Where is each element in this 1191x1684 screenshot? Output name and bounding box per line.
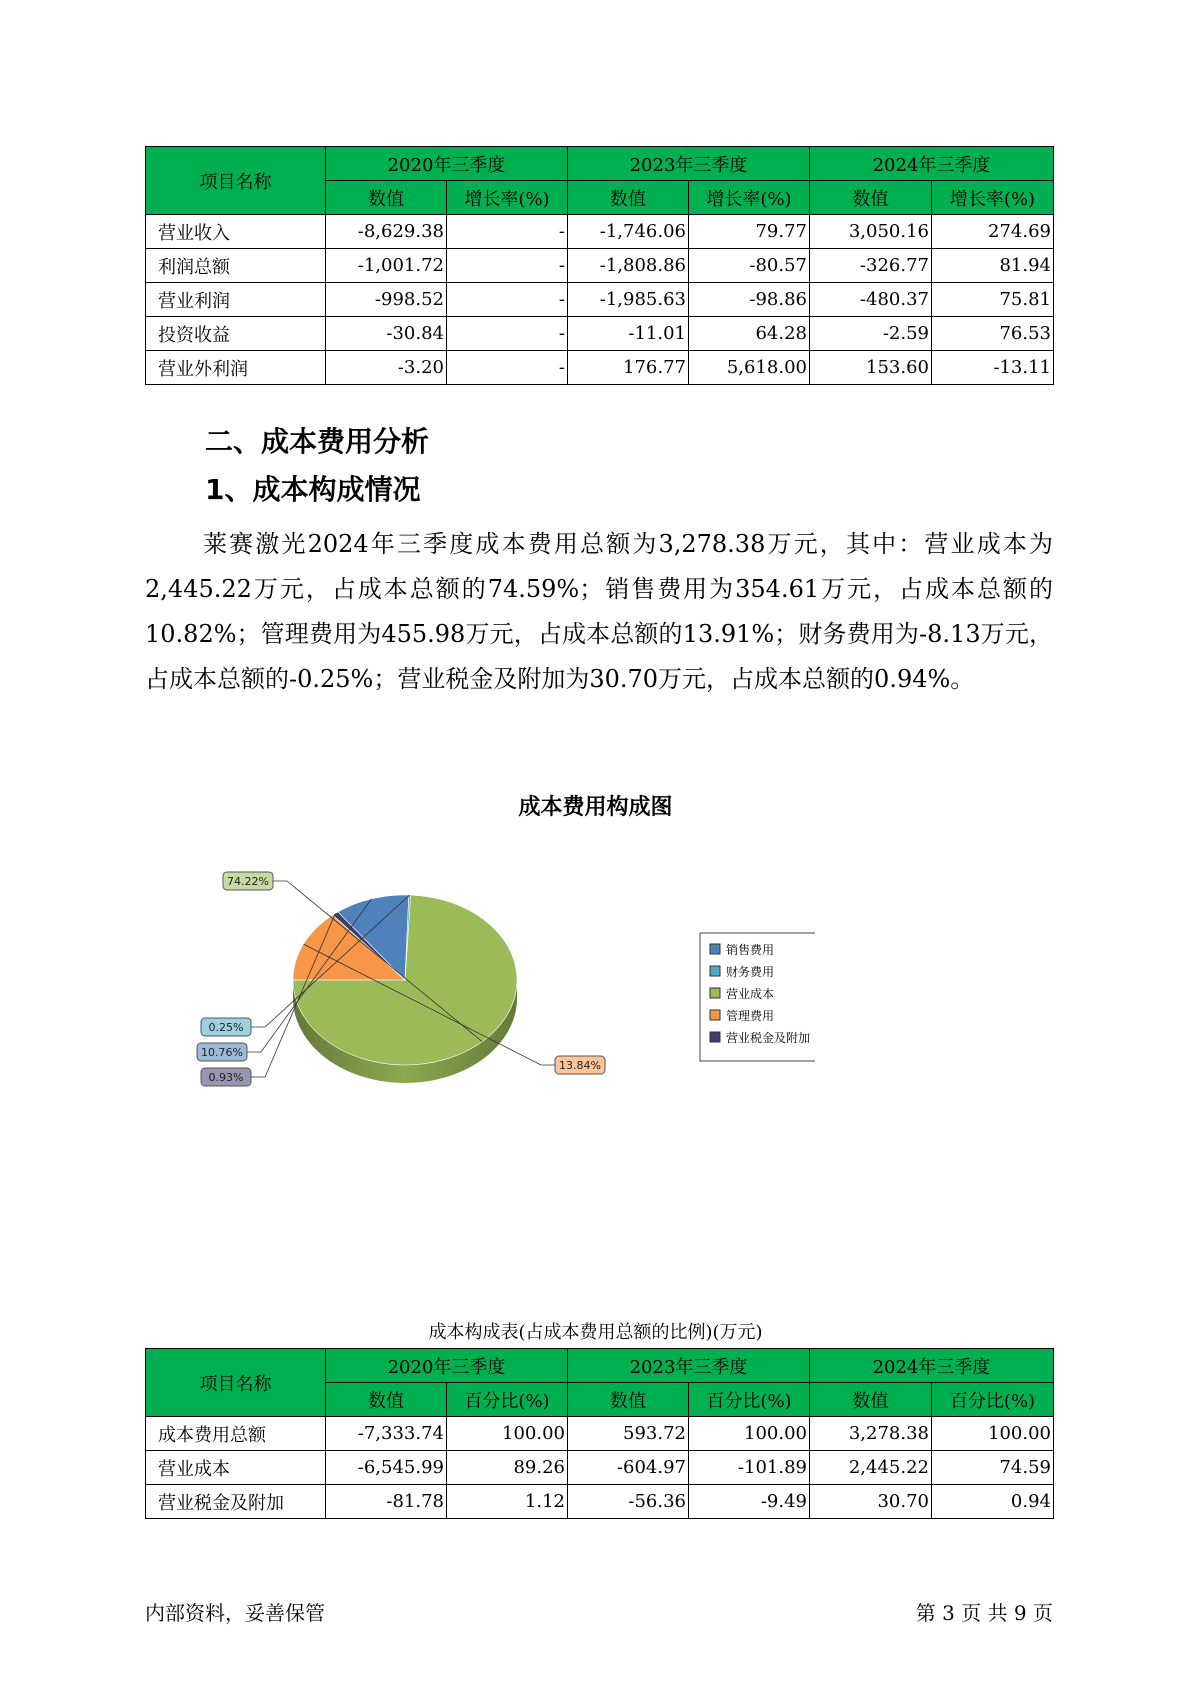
table-cell: -7,333.74 <box>326 1417 447 1451</box>
table-cell: 153.60 <box>810 351 932 385</box>
footer-confidential: 内部资料，妥善保管 <box>145 1601 325 1625</box>
row-label: 成本费用总额 <box>146 1417 326 1451</box>
header-period: 2020年三季度 <box>326 1349 568 1383</box>
header-value: 数值 <box>326 181 447 215</box>
table-cell: 3,278.38 <box>810 1417 932 1451</box>
table-cell: 100.00 <box>447 1417 568 1451</box>
row-label: 利润总额 <box>146 249 326 283</box>
header-period: 2023年三季度 <box>568 147 810 181</box>
analysis-paragraph: 莱赛激光2024年三季度成本费用总额为3,278.38万元，其中：营业成本为2,445.22万元，占成本总额的74.59%；销售费用为354.61万元，占成本总额的10.82%；管理费用为455.98万元，占成本总额的13.91%；财务费用为-8.13万元，占成本总额的-0.25%；营业税金及附加为30.70万元，占成本总额的0.94%。 <box>145 530 1053 693</box>
table-cell: 64.28 <box>689 317 810 351</box>
data-label: 0.93% <box>208 1071 244 1084</box>
legend-swatch <box>710 1032 720 1042</box>
header-item-name: 项目名称 <box>146 1349 326 1417</box>
cost-pie-chart <box>195 860 815 1100</box>
profit-table <box>145 146 1054 385</box>
table-cell: -6,545.99 <box>326 1451 447 1485</box>
table-row <box>146 317 1054 351</box>
table-cell: -56.36 <box>568 1485 689 1519</box>
table-cell: -9.49 <box>689 1485 810 1519</box>
header-value: 数值 <box>326 1383 447 1417</box>
table-cell: -480.37 <box>810 283 932 317</box>
row-label: 营业外利润 <box>146 351 326 385</box>
table-cell: -98.86 <box>689 283 810 317</box>
table-cell: -1,808.86 <box>568 249 689 283</box>
table-cell: 176.77 <box>568 351 689 385</box>
table-cell: 5,618.00 <box>689 351 810 385</box>
header-growth: 增长率(%) <box>689 181 810 215</box>
row-label: 营业利润 <box>146 283 326 317</box>
table-caption: 成本构成表(占成本费用总额的比例)(万元) <box>428 1322 763 1343</box>
data-label: 74.22% <box>227 875 269 888</box>
table-row <box>146 1417 1054 1451</box>
cost-composition-table <box>145 1348 1054 1519</box>
table-cell: - <box>447 215 568 249</box>
table-cell: -2.59 <box>810 317 932 351</box>
header-period: 2024年三季度 <box>810 1349 1054 1383</box>
table-cell: - <box>447 249 568 283</box>
footer-page-number: 第 3 页 共 9 页 <box>915 1601 1053 1625</box>
section-title: 二、成本费用分析 <box>205 425 430 458</box>
table-cell: -1,985.63 <box>568 283 689 317</box>
table-cell: 75.81 <box>932 283 1054 317</box>
table-cell: -1,001.72 <box>326 249 447 283</box>
table-row <box>146 1451 1054 1485</box>
table-row <box>146 215 1054 249</box>
table-cell: -1,746.06 <box>568 215 689 249</box>
legend-entry: 销售费用 <box>726 943 775 957</box>
legend-entry: 财务费用 <box>726 965 775 979</box>
table-cell: 593.72 <box>568 1417 689 1451</box>
header-period: 2020年三季度 <box>326 147 568 181</box>
table-row <box>146 351 1054 385</box>
header-value: 数值 <box>568 1383 689 1417</box>
header-item-name: 项目名称 <box>146 147 326 215</box>
header-growth: 增长率(%) <box>932 181 1054 215</box>
table-cell: 30.70 <box>810 1485 932 1519</box>
data-label: 0.25% <box>208 1021 244 1034</box>
table-cell: -81.78 <box>326 1485 447 1519</box>
chart-legend <box>700 933 815 1061</box>
row-label: 营业税金及附加 <box>146 1485 326 1519</box>
table-cell: 100.00 <box>689 1417 810 1451</box>
table-cell: 81.94 <box>932 249 1054 283</box>
table-cell: -3.20 <box>326 351 447 385</box>
table-cell: -80.57 <box>689 249 810 283</box>
row-label: 营业收入 <box>146 215 326 249</box>
legend-swatch <box>710 966 720 976</box>
table-cell: 1.12 <box>447 1485 568 1519</box>
section-subtitle: 1、成本构成情况 <box>205 473 421 506</box>
table-cell: 274.69 <box>932 215 1054 249</box>
table-cell: -30.84 <box>326 317 447 351</box>
data-label: 13.84% <box>559 1059 601 1072</box>
legend-swatch <box>710 988 720 998</box>
header-value: 数值 <box>810 1383 932 1417</box>
table-cell: 79.77 <box>689 215 810 249</box>
table-cell: -8,629.38 <box>326 215 447 249</box>
table-cell: - <box>447 351 568 385</box>
table-cell: 0.94 <box>932 1485 1054 1519</box>
table-cell: 89.26 <box>447 1451 568 1485</box>
table-cell: 2,445.22 <box>810 1451 932 1485</box>
table-cell: -11.01 <box>568 317 689 351</box>
legend-entry: 营业税金及附加 <box>726 1031 811 1045</box>
table-cell: 74.59 <box>932 1451 1054 1485</box>
header-growth: 增长率(%) <box>447 181 568 215</box>
header-period: 2024年三季度 <box>810 147 1054 181</box>
legend-entry: 营业成本 <box>726 987 775 1001</box>
table-row <box>146 249 1054 283</box>
header-percent: 百分比(%) <box>689 1383 810 1417</box>
table-row <box>146 1485 1054 1519</box>
row-label: 营业成本 <box>146 1451 326 1485</box>
table-cell: -101.89 <box>689 1451 810 1485</box>
table-row <box>146 283 1054 317</box>
legend-swatch <box>710 944 720 954</box>
table-cell: 76.53 <box>932 317 1054 351</box>
table-cell: 100.00 <box>932 1417 1054 1451</box>
header-percent: 百分比(%) <box>932 1383 1054 1417</box>
header-percent: 百分比(%) <box>447 1383 568 1417</box>
table-cell: -998.52 <box>326 283 447 317</box>
chart-title: 成本费用构成图 <box>518 795 673 820</box>
legend-swatch <box>710 1010 720 1020</box>
table-cell: -13.11 <box>932 351 1054 385</box>
row-label: 投资收益 <box>146 317 326 351</box>
table-cell: - <box>447 317 568 351</box>
header-value: 数值 <box>810 181 932 215</box>
legend-entry: 管理费用 <box>726 1009 775 1023</box>
table-cell: -326.77 <box>810 249 932 283</box>
table-cell: -604.97 <box>568 1451 689 1485</box>
header-period: 2023年三季度 <box>568 1349 810 1383</box>
table-cell: - <box>447 283 568 317</box>
table-cell: 3,050.16 <box>810 215 932 249</box>
data-label: 10.76% <box>201 1046 243 1059</box>
header-value: 数值 <box>568 181 689 215</box>
